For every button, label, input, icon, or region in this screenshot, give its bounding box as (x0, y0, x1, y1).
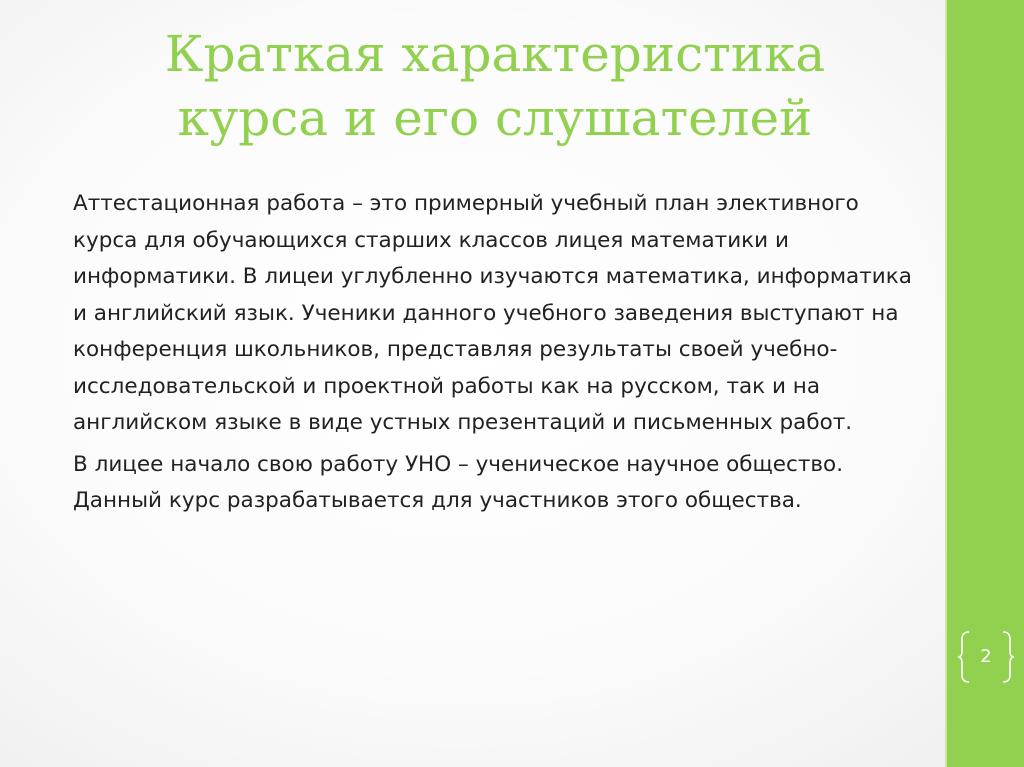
body-paragraph-1: Аттестационная работа – это примерный учебный план элективного курса для обучающихся старших классов лицея математики и информатики. В лицеи углубленно изучаются математика, информатика и английский язык. Ученики данного учебного заведения выступают на конференция школьников, представляя результаты своей учебно-исследовательской и проектной работы как на русском, так и на английском языке в виде устных презентаций и письменных работ. (73, 191, 912, 435)
slide-body (73, 186, 913, 525)
slide-title-line-2: курса и его слушателей (177, 89, 813, 147)
slide-title (70, 22, 920, 150)
body-paragraph-2: В лицее начало свою работу УНО – ученическое научное общество. Данный курс разрабатывается для участников этого общества. (73, 451, 844, 513)
page-number: 2 (980, 646, 992, 667)
slide-title-line-1: Краткая характеристика (164, 25, 826, 83)
page-number-box (958, 628, 1014, 686)
